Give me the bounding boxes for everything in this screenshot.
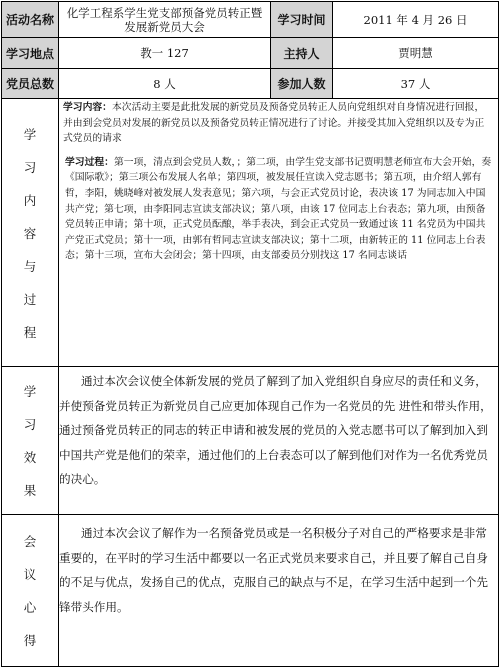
study-process-lead: 学习过程： [65, 156, 114, 168]
study-place-label: 学习地点 [2, 38, 59, 69]
row-reflection [2, 515, 499, 667]
reflection-side-label [2, 515, 59, 667]
side-char: 果 [23, 483, 37, 498]
side-char: 议 [23, 567, 37, 582]
row-effect [2, 367, 499, 515]
side-char: 过 [23, 291, 37, 307]
side-char: 习 [23, 417, 37, 432]
effect-side-label [2, 367, 59, 515]
host-value: 贾明慧 [333, 38, 499, 69]
member-total-label: 党员总数 [2, 69, 59, 99]
member-total-value: 8 人 [59, 69, 271, 99]
side-char: 内 [23, 192, 37, 208]
side-char: 与 [23, 258, 37, 274]
activity-name-value: 化学工程系学生党支部预备党员转正暨发展新党员大会 [59, 2, 271, 38]
attendee-count-value: 37 人 [333, 69, 499, 99]
side-char: 效 [23, 450, 37, 465]
content-process-side-label [2, 99, 59, 367]
study-time-label: 学习时间 [271, 2, 333, 38]
side-char: 习 [23, 159, 37, 175]
study-time-value: 2011 年 4 月 26 日 [333, 2, 499, 38]
side-char: 学 [23, 384, 37, 399]
activity-name-label: 活动名称 [2, 2, 59, 38]
study-process-text: 第一项，清点到会党员人数，；第二项，由学生党支部书记贾明慧老师宣布大会开始，奏《国际歌》；第三项公布发展人名单；第四项，被发展任宣读入党志愿书；第五项，由介绍人郭有哲，李阳，姚晓峰对被发展人发表意见；第六项，与会正式党员讨论，表决该 17 为同志加入中国共产党；第七项，由李阳同志宣读支部决议；第八项，由该 17 位同志上台表态；第九项，由预备党员转正申请；第十项，正式党员酝酿，举手表决，到会正式党员一致通过该 11 名党员为中国共产党正式党员；第十一项，由郭有哲同志宣读支部决议；第十二项，由新转正的 11 位同志上台表态；第十三项，宣布大会闭会；第十四项，由支部委员分别找这 17 名同志谈话 [65, 156, 492, 262]
row-place [2, 38, 499, 69]
effect-cell [59, 367, 499, 515]
reflection-cell [59, 515, 499, 667]
effect-text: 通过本次会议使全体新发展的党员了解到了加入党组织自身应尽的责任和义务，并使预备党员转正为新党员自己应更加体现自己作为一名党员的先 进性和带头作用，通过预备党员转正的同志的转正申请和被发展的党员的入党志愿书可以了解到加入到中国共产党是他们的荣幸，通过他们的上台表态可以了解到他们对作为一名优秀党员的决心。 [59, 374, 492, 486]
side-char: 学 [23, 126, 37, 142]
study-content-text: 本次活动主要是此批发展的新党员及预备党员转正人员向党组织对自身情况进行回报，并由到会党员对发展的新党员以及预备党员转正情况进行了讨论。并接受其加入党组织以及专为正式党员的请求 [63, 102, 485, 145]
meeting-record-form [1, 1, 499, 667]
row-activity [2, 2, 499, 38]
attendee-count-label: 参加人数 [271, 69, 333, 99]
study-process-block [59, 147, 498, 264]
study-content-block [59, 99, 498, 147]
study-content-lead: 学习内容： [63, 102, 112, 113]
row-members [2, 69, 499, 99]
side-char: 得 [23, 633, 37, 648]
side-char: 心 [23, 600, 37, 615]
side-char: 程 [23, 324, 37, 340]
reflection-text: 通过本次会议了解作为一名预备党员或是一名积极分子对自己的严格要求是非常重要的，在平时的学习生活中都要以一名正式党员来要求自己，并且要了解自己自身的不足与优点，发扬自己的优点，克服自己的缺点与不足，在学习生活中起到一个先锋带头作用。 [59, 526, 488, 614]
side-char: 容 [23, 225, 37, 241]
side-char: 会 [23, 534, 37, 549]
content-process-cell [59, 99, 499, 367]
study-place-value: 教一 127 [59, 38, 271, 69]
row-content [2, 99, 499, 367]
host-label: 主持人 [271, 38, 333, 69]
